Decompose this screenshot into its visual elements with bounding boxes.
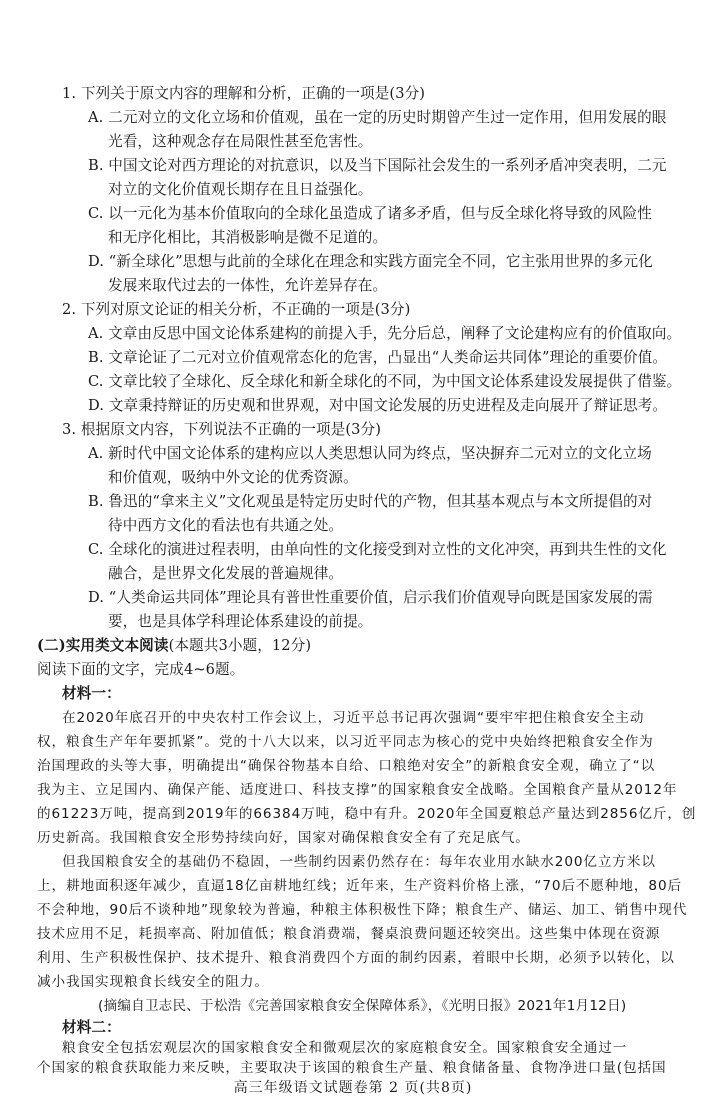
- q1-option-c-line-2: 和无序化相比，其消极影响是微不足道的。: [108, 229, 388, 246]
- material-1-p2-line-5: 利用、生产积极性保护、技术提升、粮食消费四个方面的制约因素，着眼中长期，必须予以转化，以: [37, 950, 675, 966]
- section-2-instruction: 阅读下面的文字，完成4~6题。: [37, 661, 245, 678]
- q3-option-c-line-1: C. 全球化的演进过程表明，由单向性的文化接受到对立性的文化冲突，再到共生性的文化: [88, 541, 667, 558]
- question-1-stem: 1. 下列关于原文内容的理解和分析，正确的一项是(3分): [62, 85, 426, 102]
- q1-option-a-line-1: A. 二元对立的文化立场和价值观，虽在一定的历史时期曾产生过一定作用，但用发展的眼: [88, 109, 667, 126]
- q3-option-d-line-2: 要，也是具体学科理论体系建设的前提。: [108, 613, 373, 630]
- material-1-p2-line-1: 但我国粮食安全的基础仍不稳固，一些制约因素仍然存在：每年农业用水缺水200亿立方米以: [62, 854, 656, 870]
- q3-option-a-line-1: A. 新时代中国文论体系的建构应以人类思想认同为终点，坚决摒弃二元对立的文化立场: [88, 445, 652, 462]
- q2-option-b: B. 文章论证了二元对立价值观常态化的危害，凸显出“人类命运共同体”理论的重要价值。: [88, 349, 668, 366]
- material-1-p2-line-4: 技术应用不足，耗损率高、附加值低；粮食消费端，餐桌浪费问题还较突出。这些集中体现在资源: [37, 926, 661, 942]
- material-1-p1-line-3: 治国理政的头等大事，明确提出“确保谷物基本自给、口粮绝对安全”的新粮食安全观，确立了“以: [37, 758, 656, 774]
- q1-option-b-line-1: B. 中国文论对西方理论的对抗意识，以及当下国际社会发生的一系列矛盾冲突表明，二元: [88, 157, 667, 174]
- q3-option-b-line-1: B. 鲁迅的“拿来主义”文化观虽是特定历史时代的产物，但其基本观点与本文所提倡的对: [88, 493, 653, 510]
- material-1-p2-line-3: 不会种地，90后不谈种地”现象较为普遍，种粮主体积极性下降；粮食生产、储运、加工、销售中现代: [37, 902, 688, 918]
- q3-option-b-line-2: 待中西方文化的看法也有共通之处。: [108, 517, 344, 534]
- material-1-p1-line-4: 我为主、立足国内、确保产能、适度进口、科技支撑”的国家粮食安全战略。全国粮食产量从2012年: [37, 782, 678, 798]
- material-1-label: 材料一：: [62, 685, 121, 702]
- page-footer: 高三年级语文试题卷第 2 页(共8页): [233, 1080, 473, 1096]
- q1-option-d-line-1: D. “新全球化”思想与此前的全球化在理念和实践方面完全不同，它主张用世界的多元化: [88, 253, 653, 270]
- material-1-p2-line-2: 上，耕地面积逐年减少，直逼18亿亩耕地红线；近年来，生产资料价格上涨，“70后不愿种地，80后: [37, 878, 682, 894]
- q1-option-c-line-1: C. 以一元化为基本价值取向的全球化虽造成了诸多矛盾，但与反全球化将导致的风险性: [88, 205, 652, 222]
- material-1-p1-line-1: 在2020年底召开的中央农村工作会议上，习近平总书记再次强调“要牢牢把住粮食安全主动: [62, 710, 645, 726]
- material-2-p1-line-1: 粮食安全包括宏观层次的国家粮食安全和微观层次的家庭粮食安全。国家粮食安全通过一: [62, 1040, 628, 1056]
- material-2-p1-line-2: 个国家的粮食获取能力来反映，主要取决于该国的粮食生产量、粮食储备量、食物净进口量(包括国: [37, 1060, 667, 1076]
- q2-option-a: A. 文章由反思中国文论体系建构的前提入手，先分后总，阐释了文论建构应有的价值取向。: [88, 325, 682, 342]
- material-1-p1-line-2: 权，粮食生产年年要抓紧”。党的十八大以来，以习近平同志为核心的党中央始终把粮食安全作为: [37, 734, 654, 750]
- q3-option-d-line-1: D. “人类命运共同体”理论具有普世性重要价值，启示我们价值观导向既是国家发展的需: [88, 589, 653, 606]
- q1-option-d-line-2: 发展来取代过去的一体性，允许差异存在。: [108, 277, 388, 294]
- material-1-p2-line-6: 减小我国实现粮食长线安全的阻力。: [37, 974, 269, 990]
- question-2-stem: 2. 下列对原文论证的相关分析，不正确的一项是(3分): [62, 301, 411, 318]
- material-2-label: 材料二：: [62, 1019, 121, 1036]
- material-1-p1-line-5: 的61223万吨，提高到2019年的66384万吨，稳中有升。2020年全国夏粮总产量达到2856亿斤，创: [37, 806, 697, 822]
- q1-option-b-line-2: 对立的文化价值观长期存在且日益强化。: [108, 181, 373, 198]
- section-2-title: (二)实用类文本阅读: [37, 637, 169, 654]
- q2-option-d: D. 文章秉持辩证的历史观和世界观，对中国文论发展的历史进程及走向展开了辩证思考。: [88, 397, 668, 414]
- section-2-heading: [37, 634, 311, 658]
- q3-option-c-line-2: 融合，是世界文化发展的普遍规律。: [108, 565, 344, 582]
- q3-option-a-line-2: 和价值观，吸纳中外文论的优秀资源。: [108, 469, 358, 486]
- question-3-stem: 3. 根据原文内容，下列说法不正确的一项是(3分): [62, 421, 382, 438]
- q2-option-c: C. 文章比较了全球化、反全球化和新全球化的不同，为中国文论体系建设发展提供了借鉴。: [88, 373, 682, 390]
- q1-option-a-line-2: 光看，这种观念存在局限性甚至危害性。: [108, 133, 373, 150]
- section-2-title-note: (本题共3小题，12分): [168, 637, 312, 654]
- material-1-source: (摘编自卫志民、于松浩《完善国家粮食安全保障体系》，《光明日报》2021年1月12日): [98, 998, 627, 1014]
- material-1-p1-line-6: 历史新高。我国粮食安全形势持续向好，国家对确保粮食安全有了充足底气。: [37, 830, 530, 846]
